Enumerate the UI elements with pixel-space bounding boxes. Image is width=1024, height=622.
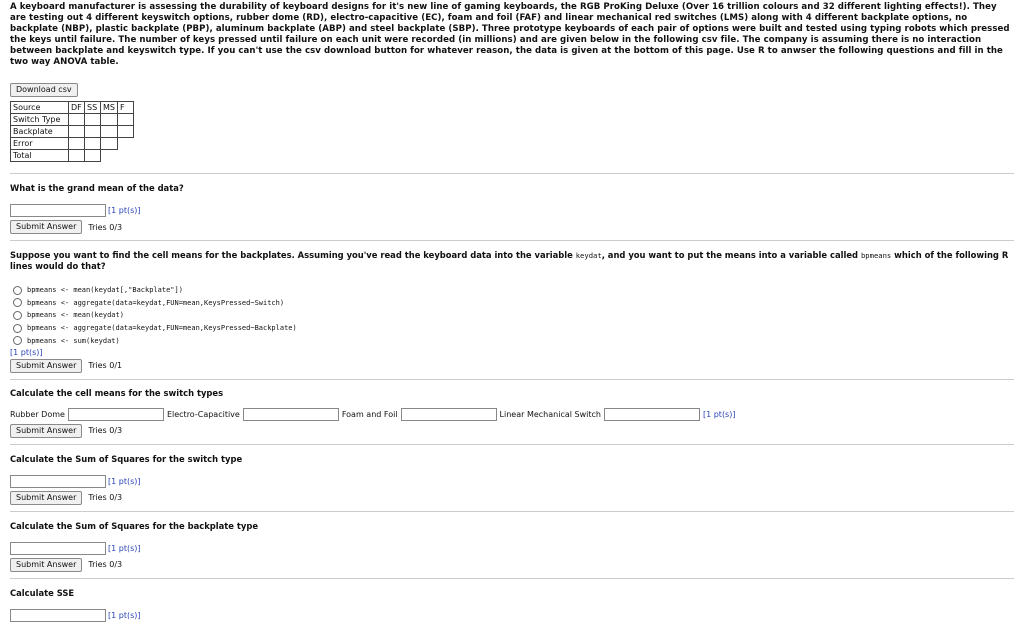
anova-header-ss: SS (85, 102, 101, 114)
anova-row-total (11, 150, 134, 162)
anova-cell-input[interactable] (69, 114, 85, 126)
divider (10, 173, 1014, 174)
anova-cell-input[interactable] (101, 126, 118, 138)
tries-counter: Tries 0/3 (88, 222, 123, 232)
question-text: Calculate the Sum of Squares for the backplate type (10, 520, 259, 531)
radio-button[interactable] (13, 298, 22, 307)
radio-option[interactable]: bpmeans <- mean(keydat[,"Backplate"]) (10, 284, 1014, 297)
problem-page (10, 0, 1014, 622)
divider (10, 240, 1014, 241)
grand-mean-input[interactable] (10, 204, 106, 217)
download-csv-button[interactable]: Download csv (10, 83, 78, 97)
points-label: [1 pt(s)] (108, 610, 141, 620)
divider (10, 444, 1014, 445)
variable-name: keydat (575, 251, 602, 260)
anova-cell-input[interactable] (101, 138, 118, 150)
tries-counter: Tries 0/3 (88, 493, 123, 503)
anova-cell-input[interactable] (85, 150, 101, 162)
radio-group (10, 284, 1014, 347)
radio-option[interactable]: bpmeans <- mean(keydat) (10, 309, 1014, 322)
submit-answer-button[interactable]: Submit Answer (10, 558, 82, 572)
foam-and-foil-input[interactable] (401, 408, 497, 421)
problem-intro: A keyboard manufacturer is assessing the durability of keyboard designs for it's new line of gaming keyboards, the RGB ProKing Deluxe (Over 16 trillion colours and 32 different lighting effects!). They are testing out 4 different keyswitch options, rubber dome (RD), electro-capacitive (EC), foam and foil (FAF) and linear mechanical red switches (LMS) along with 4 different backplate options, no backplate (NBP), plastic backplate (PBP), aluminum backplate (ABP) and steel backplate (SBP). Three prototype keyboards of each pair of options were built and tested using typing robots which pressed the keys until failure. The number of keys pressed until failure on each unit were recorded (in millions) and are given below in the following csv file. The company is assuming there is no interaction between backplate and keyswitch type. If you can't use the csv download button for whatever reason, the data is given at the bottom of this page. Use R to anwser the following questions and fill in the two way ANOVA table. (10, 2, 1010, 67)
radio-button[interactable] (13, 311, 22, 320)
divider (10, 511, 1014, 512)
question-sse (10, 588, 1014, 622)
points-label: [1 pt(s)] (10, 347, 43, 357)
submit-answer-button[interactable]: Submit Answer (10, 424, 82, 438)
anova-cell-input[interactable] (85, 126, 101, 138)
anova-cell-input[interactable] (69, 126, 85, 138)
variable-name: bpmeans (860, 251, 892, 260)
tries-counter: Tries 0/3 (88, 426, 123, 436)
anova-header-f: F (117, 102, 133, 114)
anova-row-error (11, 138, 134, 150)
anova-cell-input[interactable] (101, 114, 118, 126)
anova-cell-input[interactable] (85, 114, 101, 126)
question-bpmeans (10, 250, 1014, 373)
linear-mechanical-input[interactable] (604, 408, 700, 421)
anova-row-backplate (11, 126, 134, 138)
rubber-dome-label: Rubber Dome (10, 409, 65, 419)
anova-cell-input[interactable] (117, 126, 133, 138)
electro-capacitive-input[interactable] (243, 408, 339, 421)
anova-row-label: Backplate (11, 126, 69, 138)
radio-button[interactable] (13, 286, 22, 295)
electro-capacitive-label: Electro-Capacitive (166, 409, 240, 419)
points-label: [1 pt(s)] (108, 206, 141, 215)
anova-header-df: DF (69, 102, 85, 114)
radio-button[interactable] (13, 324, 22, 333)
anova-row-label: Error (11, 138, 69, 150)
divider (10, 379, 1014, 380)
anova-header-row (11, 102, 134, 114)
divider (10, 578, 1014, 579)
ss-switch-input[interactable] (10, 475, 106, 488)
question-text: Calculate the Sum of Squares for the switch type (10, 453, 243, 464)
submit-answer-button[interactable]: Submit Answer (10, 220, 82, 234)
radio-option[interactable]: bpmeans <- sum(keydat) (10, 334, 1014, 347)
points-label: [1 pt(s)] (702, 409, 736, 419)
anova-cell-input[interactable] (69, 138, 85, 150)
linear-mechanical-label: Linear Mechanical Switch (499, 409, 601, 419)
question-ss-backplate (10, 521, 1014, 572)
question-text: Calculate SSE (10, 587, 75, 598)
anova-cell-input[interactable] (69, 150, 85, 162)
anova-header-source: Source (11, 102, 69, 114)
rubber-dome-input[interactable] (68, 408, 164, 421)
points-label: [1 pt(s)] (108, 476, 141, 486)
anova-row-switch (11, 114, 134, 126)
radio-button[interactable] (13, 336, 22, 345)
anova-row-label: Switch Type (11, 114, 69, 126)
download-area (10, 77, 1014, 97)
anova-table (10, 101, 134, 162)
anova-cell-input[interactable] (85, 138, 101, 150)
anova-header-ms: MS (101, 102, 118, 114)
points-label: [1 pt(s)] (108, 543, 141, 553)
anova-cell-input[interactable] (117, 114, 133, 126)
question-text: What is the grand mean of the data? (10, 183, 184, 193)
submit-answer-button[interactable]: Submit Answer (10, 359, 82, 373)
question-text: Calculate the cell means for the switch types (10, 387, 224, 398)
sse-input[interactable] (10, 609, 106, 622)
question-grand-mean (10, 183, 1014, 234)
radio-option[interactable]: bpmeans <- aggregate(data=keydat,FUN=mean,KeysPressed~Switch) (10, 297, 1014, 310)
radio-option[interactable]: bpmeans <- aggregate(data=keydat,FUN=mean,KeysPressed~Backplate) (10, 322, 1014, 335)
submit-answer-button[interactable]: Submit Answer (10, 491, 82, 505)
question-text: Suppose you want to find the cell means for the backplates. Assuming you've read the keyboard data into the variable keydat, and you want to put the means into a variable called bpmeans which of the following R lines would do that? (10, 250, 1009, 271)
tries-counter: Tries 0/1 (88, 361, 123, 371)
ss-backplate-input[interactable] (10, 542, 106, 555)
tries-counter: Tries 0/3 (88, 560, 123, 570)
question-switch-means (10, 388, 1014, 438)
foam-and-foil-label: Foam and Foil (341, 409, 398, 419)
anova-row-label: Total (11, 150, 69, 162)
question-ss-switch (10, 454, 1014, 505)
